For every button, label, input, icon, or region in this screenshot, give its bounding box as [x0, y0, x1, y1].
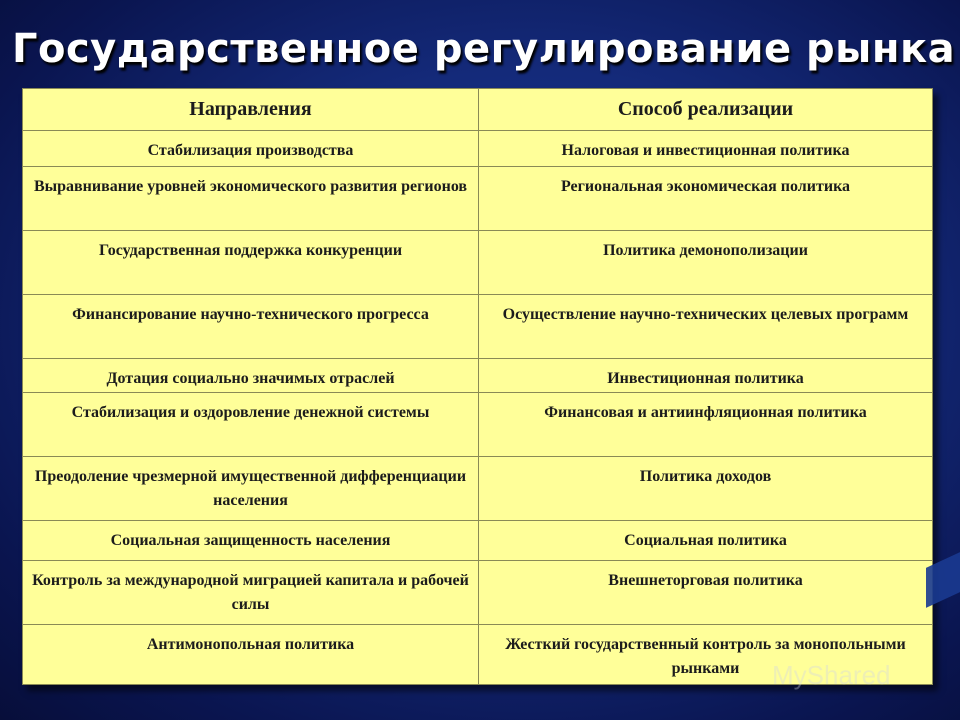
method-cell: Региональная экономическая политика: [479, 167, 933, 231]
direction-cell: Дотация социально значимых отраслей: [23, 359, 479, 393]
method-cell: Осуществление научно-технических целевых программ: [479, 295, 933, 359]
direction-cell: Стабилизация и оздоровление денежной системы: [23, 393, 479, 457]
method-cell: Политика демонополизации: [479, 231, 933, 295]
column-header-directions: Направления: [23, 89, 479, 131]
method-cell: Налоговая и инвестиционная политика: [479, 131, 933, 167]
column-header-methods: Способ реализации: [479, 89, 933, 131]
table-header-row: [23, 89, 933, 131]
method-cell: Инвестиционная политика: [479, 359, 933, 393]
table-row: [23, 393, 933, 457]
table-row: [23, 167, 933, 231]
regulation-table: [22, 88, 933, 685]
method-cell: Социальная политика: [479, 521, 933, 561]
watermark: MyShared: [772, 660, 891, 690]
method-cell: Внешнеторговая политика: [479, 561, 933, 625]
table-row: [23, 295, 933, 359]
direction-cell: Контроль за международной миграцией капитала и рабочей силы: [23, 561, 479, 625]
direction-cell: Финансирование научно-технического прогресса: [23, 295, 479, 359]
direction-cell: Выравнивание уровней экономического развития регионов: [23, 167, 479, 231]
direction-cell: Государственная поддержка конкуренции: [23, 231, 479, 295]
table-row: [23, 131, 933, 167]
method-cell: Жесткий государственный контроль за монопольными рынками: [479, 625, 933, 685]
page-title: Государственное регулирование рынка: [12, 26, 956, 72]
direction-cell: Стабилизация производства: [23, 131, 479, 167]
table-row: [23, 521, 933, 561]
direction-cell: Антимонопольная политика: [23, 625, 479, 685]
method-cell: Финансовая и антиинфляционная политика: [479, 393, 933, 457]
table-row: [23, 457, 933, 521]
table-row: [23, 231, 933, 295]
table-row: [23, 561, 933, 625]
method-cell: Политика доходов: [479, 457, 933, 521]
direction-cell: Преодоление чрезмерной имущественной дифференциации населения: [23, 457, 479, 521]
direction-cell: Социальная защищенность населения: [23, 521, 479, 561]
table-row: [23, 359, 933, 393]
